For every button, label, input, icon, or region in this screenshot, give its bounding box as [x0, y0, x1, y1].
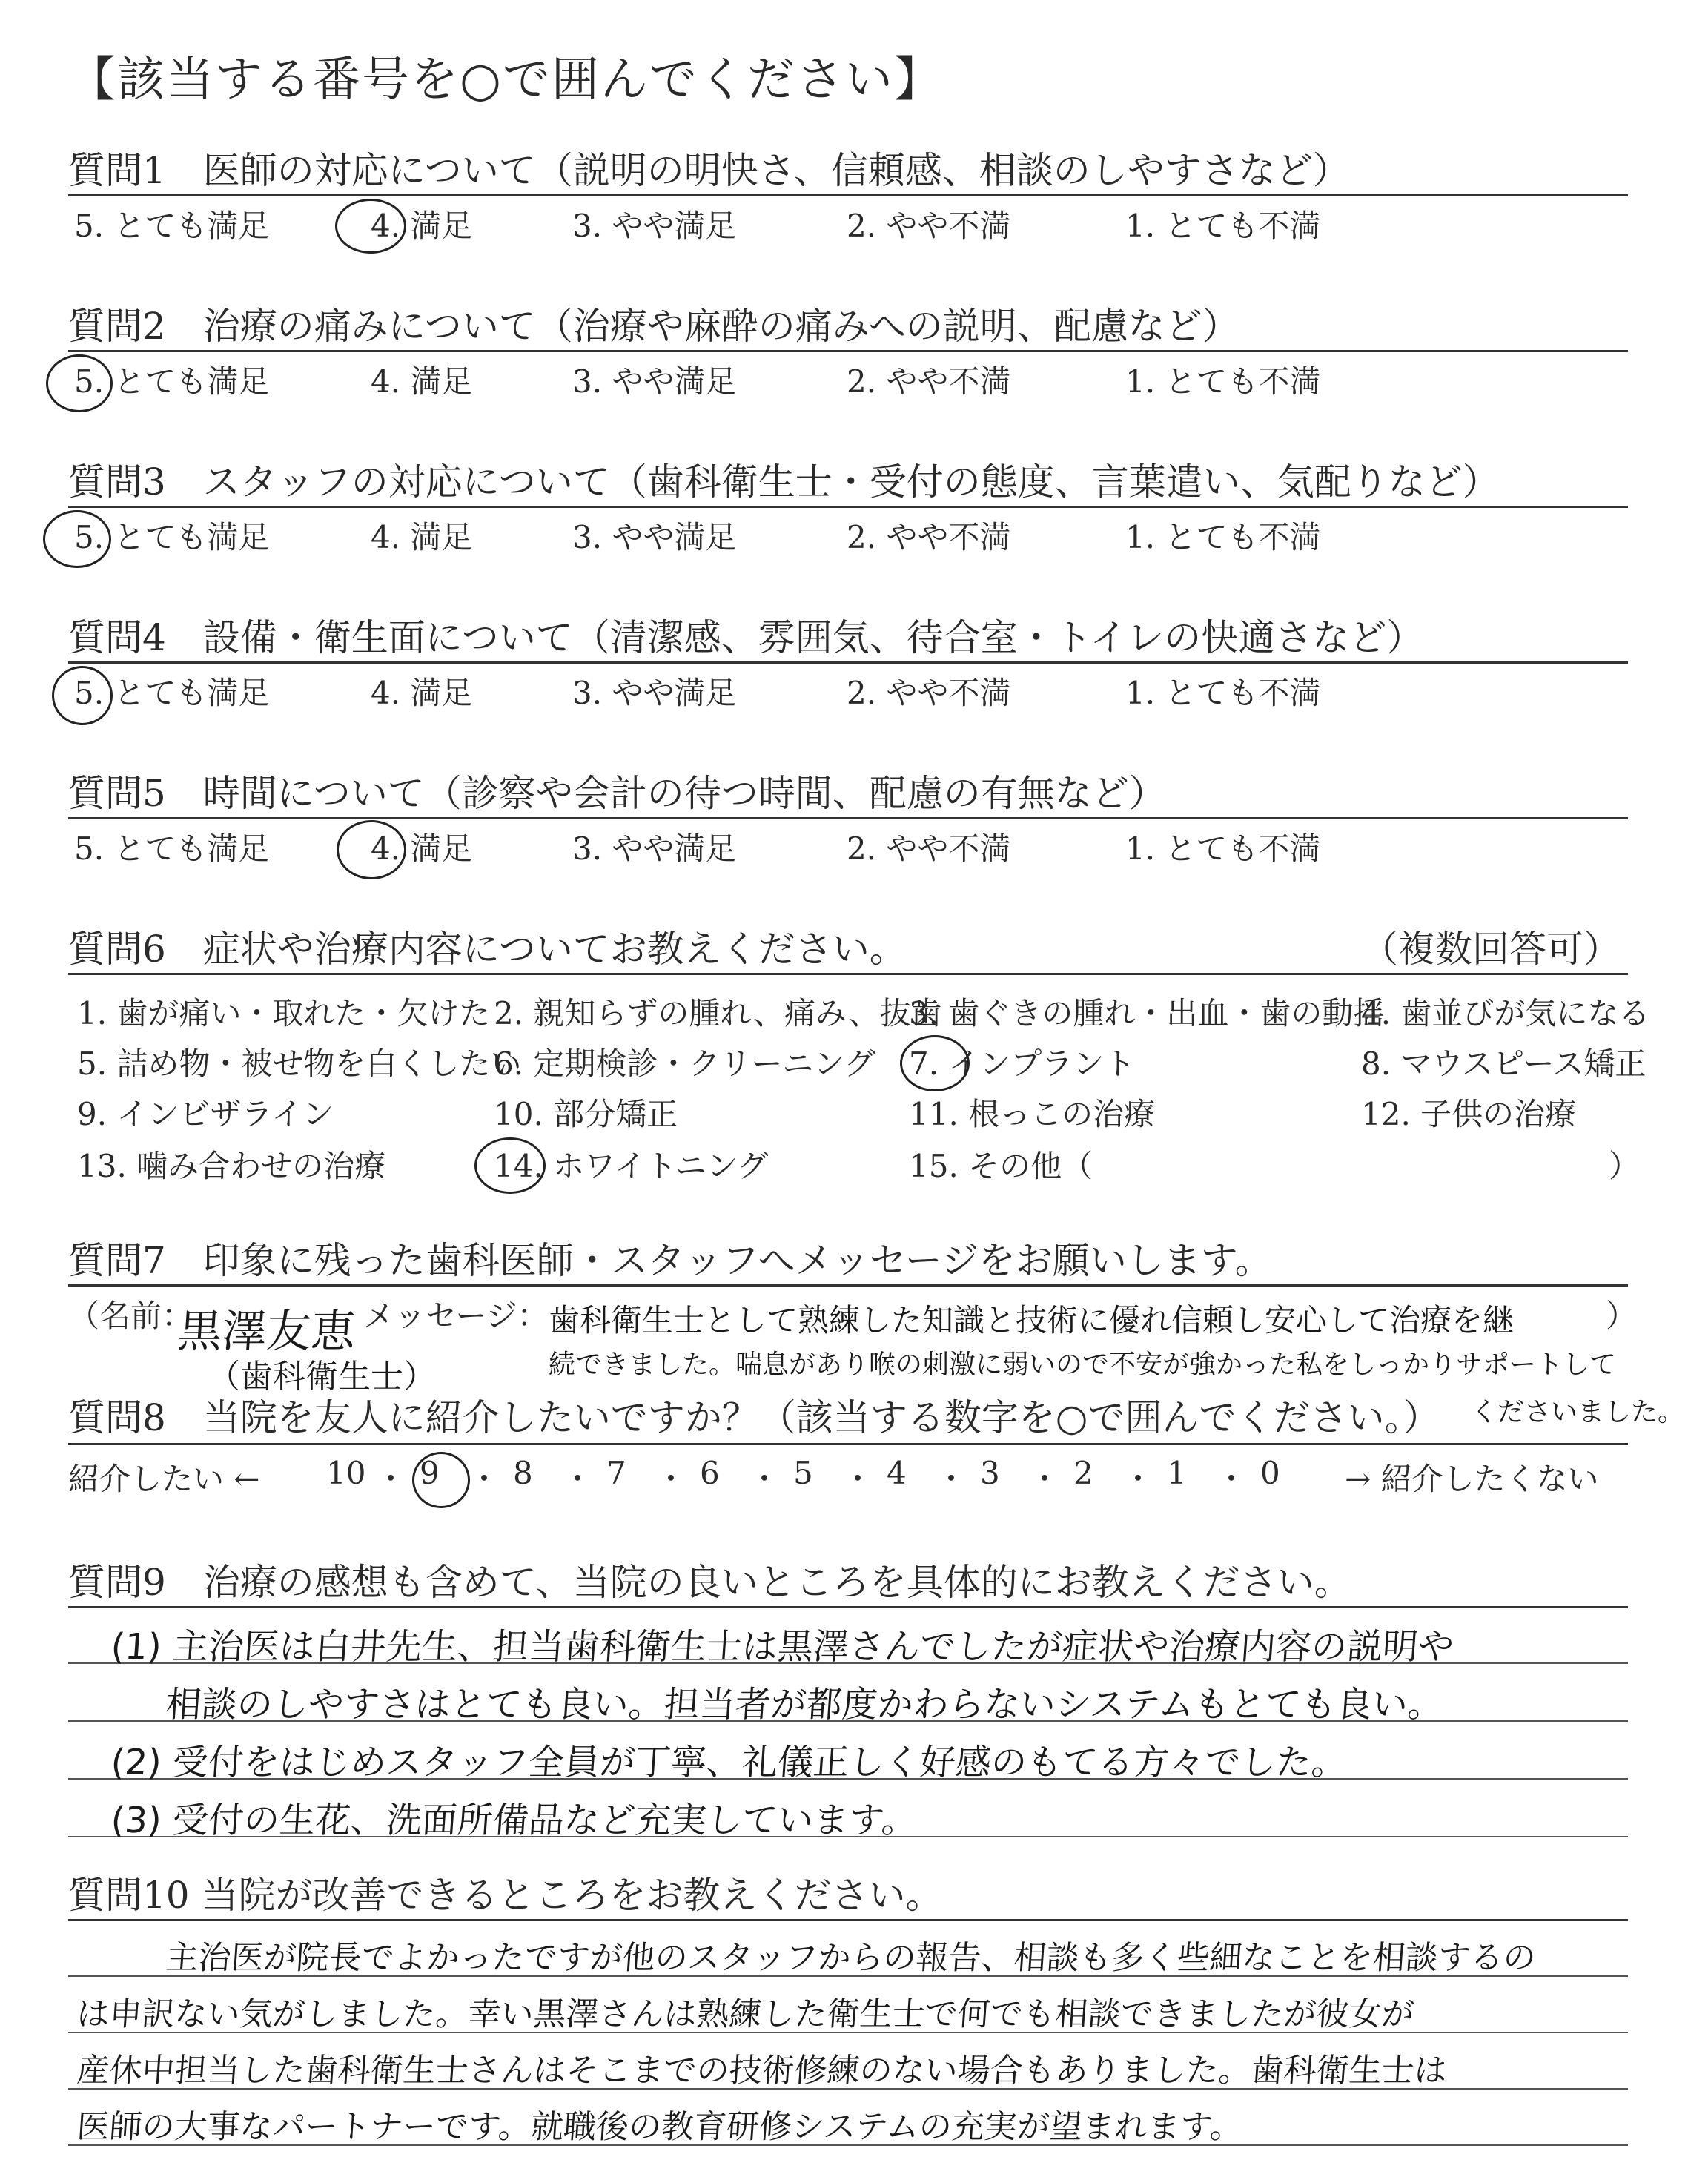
divider: [68, 973, 1628, 975]
q3-option-4[interactable]: 4. 満足: [371, 519, 473, 555]
q1-option-2[interactable]: 2. やや不満: [847, 208, 1011, 244]
q2-option-2[interactable]: 2. やや不満: [847, 363, 1011, 400]
message-close-paren: ）: [1606, 1298, 1638, 1334]
q5-option-2[interactable]: 2. やや不満: [847, 830, 1011, 867]
q1-option-1[interactable]: 1. とても不満: [1125, 208, 1321, 244]
question-10-title: 質問10 当院が改善できるところをお教えください。: [68, 1874, 943, 1917]
handwritten-message-line-3[interactable]: くださいました。: [1471, 1397, 1685, 1427]
q5-option-1[interactable]: 1. とても不満: [1125, 830, 1321, 867]
q10-answer-line-3[interactable]: 産休中担当した歯科衛生士さんはそこまでの技術修練のない場合もありました。歯科衛生士は: [75, 2052, 1449, 2090]
scale-value-1[interactable]: 1: [1167, 1455, 1187, 1491]
question-6-title: 質問6 症状や治療内容についてお教えください。: [68, 928, 907, 971]
question-5-title: 質問5 時間について（診察や会計の待つ時間、配慮の有無など）: [68, 772, 1166, 815]
divider: [68, 506, 1628, 508]
q6-other-close-paren: ）: [1609, 1148, 1641, 1184]
q5-selection-circle: [337, 820, 406, 879]
q3-selection-circle: [43, 510, 111, 568]
q6-option-9[interactable]: 9. インビザライン: [77, 1096, 334, 1132]
scale-value-9[interactable]: 9: [420, 1455, 440, 1491]
q6-option-13[interactable]: 13. 噛み合わせの治療: [77, 1148, 386, 1184]
q5-option-3[interactable]: 3. やや満足: [572, 830, 737, 867]
q3-option-5[interactable]: 5. とても満足: [74, 519, 270, 555]
q6-option-10[interactable]: 10. 部分矯正: [494, 1096, 678, 1132]
q9-answer-line-4[interactable]: (3) 受付の生花、洗面所備品など充実しています。: [109, 1800, 919, 1841]
scale-separator-dot: ・: [469, 1461, 500, 1497]
divider: [68, 1606, 1628, 1608]
q6-option-3[interactable]: 3. 歯ぐきの腫れ・出血・歯の動揺: [909, 995, 1385, 1031]
divider: [68, 1919, 1628, 1921]
q3-option-3[interactable]: 3. やや満足: [572, 519, 737, 555]
q1-selection-circle: [335, 199, 406, 254]
name-label: （名前：: [68, 1298, 193, 1334]
q6-option-5[interactable]: 5. 詰め物・被せ物を白くしたい: [77, 1046, 522, 1082]
divider: [68, 661, 1628, 664]
scale-value-6[interactable]: 6: [700, 1455, 720, 1491]
handwritten-name[interactable]: 黒澤友恵: [176, 1306, 358, 1358]
question-1-title: 質問1 医師の対応について（説明の明快さ、信頼感、相談のしやすさなど）: [68, 149, 1350, 192]
q4-option-1[interactable]: 1. とても不満: [1125, 675, 1321, 711]
q6-option-6[interactable]: 6. 定期検診・クリーニング: [494, 1046, 875, 1082]
q9-answer-line-1[interactable]: (1) 主治医は白井先生、担当歯科衛生士は黒澤さんでしたが症状や治療内容の説明や: [109, 1626, 1455, 1668]
q4-selection-circle: [52, 666, 113, 725]
q6-option-15[interactable]: 15. その他（: [909, 1148, 1093, 1184]
scale-separator-dot: ・: [375, 1461, 407, 1497]
q9-answer-line-2[interactable]: 相談のしやすさはとても良い。担当者が都度かわらないシステムもとても良い。: [164, 1684, 1445, 1725]
q3-option-1[interactable]: 1. とても不満: [1125, 519, 1321, 555]
q6-option-1[interactable]: 1. 歯が痛い・取れた・欠けた: [77, 995, 491, 1031]
scale-value-10[interactable]: 10: [326, 1455, 366, 1491]
question-3-title: 質問3 スタッフの対応について（歯科衛生士・受付の態度、言葉遣い、気配りなど）: [68, 460, 1500, 503]
q6-option-4[interactable]: 4. 歯並びが気になる: [1361, 995, 1650, 1031]
scale-separator-dot: ・: [936, 1461, 967, 1497]
question-7-title: 質問7 印象に残った歯科医師・スタッフへメッセージをお願いします。: [68, 1239, 1272, 1282]
handwritten-message-line-2[interactable]: 続できました。喘息があり喉の刺激に弱いので不安が強かった私をしっかりサポートして: [549, 1350, 1617, 1380]
form-header: 【該当する番号を○で囲んでください】: [68, 53, 943, 108]
q4-option-3[interactable]: 3. やや満足: [572, 675, 737, 711]
scale-value-0[interactable]: 0: [1260, 1455, 1280, 1491]
q1-option-3[interactable]: 3. やや満足: [572, 208, 737, 244]
divider: [68, 350, 1628, 352]
handwritten-role[interactable]: （歯科衛生士）: [208, 1358, 436, 1396]
question-4-title: 質問4 設備・衛生面について（清潔感、雰囲気、待合室・トイレの快適さなど）: [68, 616, 1424, 659]
scale-separator-dot: ・: [562, 1461, 594, 1497]
q4-option-2[interactable]: 2. やや不満: [847, 675, 1011, 711]
q10-answer-line-4[interactable]: 医師の大事なパートナーです。就職後の教育研修システムの充実が望まれます。: [75, 2108, 1245, 2146]
q4-option-5[interactable]: 5. とても満足: [74, 675, 270, 711]
q1-option-4[interactable]: 4. 満足: [371, 208, 473, 244]
recommend-scale-right-label: → 紹介したくない: [1345, 1461, 1599, 1497]
q2-option-1[interactable]: 1. とても不満: [1125, 363, 1321, 400]
scale-value-5[interactable]: 5: [793, 1455, 813, 1491]
scale-separator-dot: ・: [655, 1461, 687, 1497]
q6-option-14[interactable]: 14. ホワイトニング: [494, 1148, 769, 1184]
q6-option-12[interactable]: 12. 子供の治療: [1361, 1096, 1577, 1132]
q4-option-4[interactable]: 4. 満足: [371, 675, 473, 711]
q2-selection-circle: [46, 354, 113, 412]
q6-option-11[interactable]: 11. 根っこの治療: [909, 1096, 1156, 1132]
multiple-answers-note: （複数回答可）: [1361, 928, 1621, 971]
scale-value-4[interactable]: 4: [887, 1455, 907, 1491]
scale-value-7[interactable]: 7: [606, 1455, 626, 1491]
divider: [68, 817, 1628, 819]
handwritten-message-line-1[interactable]: 歯科衛生士として熟練した知識と技術に優れ信頼し安心して治療を継: [549, 1302, 1515, 1338]
q9-answer-line-3[interactable]: (2) 受付をはじめスタッフ全員が丁寧、礼儀正しく好感のもてる方々でした。: [109, 1742, 1348, 1783]
q8-selection-circle: [412, 1452, 470, 1508]
divider: [68, 1443, 1628, 1445]
question-9-title: 質問9 治療の感想も含めて、当院の良いところを具体的にお教えください。: [68, 1561, 1351, 1604]
scale-value-3[interactable]: 3: [980, 1455, 1000, 1491]
q2-option-3[interactable]: 3. やや満足: [572, 363, 737, 400]
scale-separator-dot: ・: [842, 1461, 874, 1497]
q2-option-5[interactable]: 5. とても満足: [74, 363, 270, 400]
scale-separator-dot: ・: [749, 1461, 781, 1497]
divider: [68, 194, 1628, 196]
q6-selection-circle-14: [474, 1137, 546, 1194]
q6-option-8[interactable]: 8. マウスピース矯正: [1361, 1046, 1646, 1082]
scale-separator-dot: ・: [1122, 1461, 1154, 1497]
scale-separator-dot: ・: [1029, 1461, 1061, 1497]
q6-selection-circle-7: [900, 1035, 970, 1091]
scale-value-2[interactable]: 2: [1073, 1455, 1093, 1491]
divider: [68, 1284, 1628, 1287]
scale-separator-dot: ・: [1216, 1461, 1248, 1497]
q6-option-7[interactable]: 7. インプラント: [909, 1046, 1136, 1082]
message-label: メッセージ：: [363, 1298, 549, 1334]
q2-option-4[interactable]: 4. 満足: [371, 363, 473, 400]
q10-answer-line-2[interactable]: は申訳ない気がしました。幸い黒澤さんは熟練した衛生士で何でも相談できましたが彼女が: [75, 1995, 1416, 2033]
q6-option-2[interactable]: 2. 親知らずの腫れ、痛み、抜歯: [494, 995, 942, 1031]
scale-value-8[interactable]: 8: [513, 1455, 533, 1491]
q3-option-2[interactable]: 2. やや不満: [847, 519, 1011, 555]
q10-answer-line-1[interactable]: 主治医が院長でよかったですが他のスタッフからの報告、相談も多く些細なことを相談するの: [164, 1939, 1537, 1977]
q5-option-4[interactable]: 4. 満足: [371, 830, 473, 867]
q5-option-5[interactable]: 5. とても満足: [74, 830, 270, 867]
question-2-title: 質問2 治療の痛みについて（治療や麻酔の痛みへの説明、配慮など）: [68, 305, 1239, 348]
q1-option-5[interactable]: 5. とても満足: [74, 208, 270, 244]
recommend-scale-left-label: 紹介したい ←: [68, 1461, 260, 1497]
question-8-title: 質問8 当院を友人に紹介したいですか？（該当する数字を○で囲んでください。）: [68, 1396, 1440, 1439]
